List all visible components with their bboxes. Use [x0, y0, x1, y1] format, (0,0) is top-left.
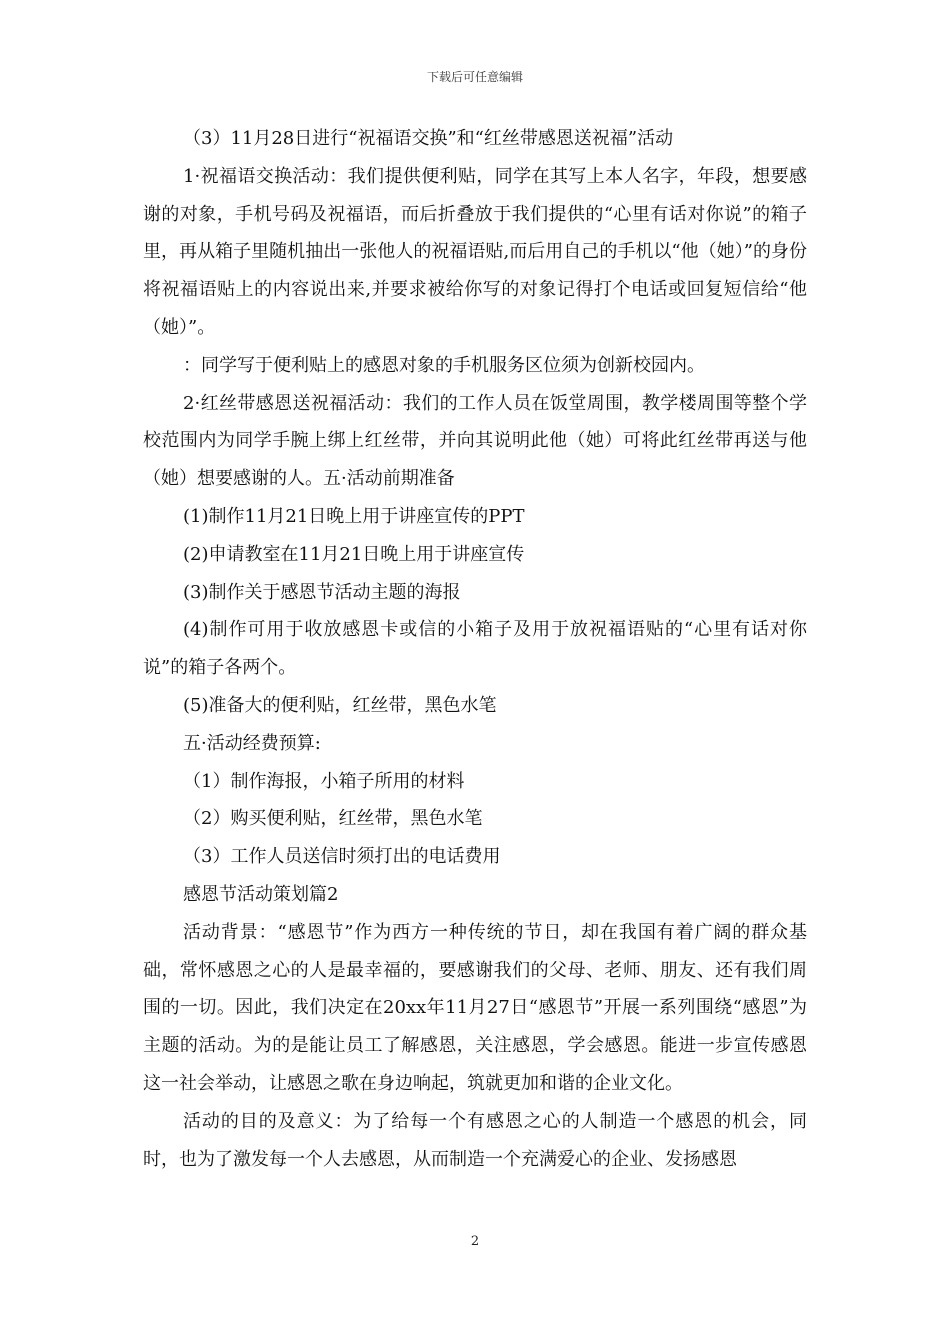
paragraph-red-ribbon: 2·红丝带感恩送祝福活动：我们的工作人员在饭堂周围，教学楼周围等整个学校范围内为同学手腕上绑上红丝带，并向其说明此他（她）可将此红丝带再送与他（她）想要感谢的人。五·活动前期准备: [143, 392, 807, 490]
paragraph-background: 活动背景：“感恩节”作为西方一种传统的节日，却在我国有着广阔的群众基础，常怀感恩之心的人是最幸福的，要感谢我们的父母、老师、朋友、还有我们周围的一切。因此，我们决定在20xx年11月27日“感恩节”开展一系列围绕“感恩”为主题的活动。为的是能让员工了解感恩，关注感恩，学会感恩。能进一步宣传感恩这一社会举动，让感恩之歌在身边响起，筑就更加和谐的企业文化。: [143, 921, 807, 1094]
paragraph-purpose: 活动的目的及意义：为了给每一个有感恩之心的人制造一个感恩的机会，同时，也为了激发每一个人去感恩，从而制造一个充满爱心的企业、发扬感恩: [143, 1110, 807, 1170]
page-number: 2: [470, 1234, 480, 1249]
document-body: [143, 120, 807, 1178]
paragraph-greeting-exchange: 1·祝福语交换活动：我们提供便利贴，同学在其写上本人名字，年段，想要感谢的对象，手机号码及祝福语，而后折叠放于我们提供的“心里有话对你说”的箱子里，再从箱子里随机抽出一张他人的祝福语贴,而后用自己的手机以“他（她）”的身份将祝福语贴上的内容说出来,并要求被给你写的对象记得打个电话或回复短信给“他（她）”。: [143, 165, 807, 338]
paragraph-activity-3: （3）11月28日进行“祝福语交换”和“红丝带感恩送祝福”活动: [183, 128, 674, 149]
prep-item-5: (5)准备大的便利贴，红丝带，黑色水笔: [183, 694, 497, 716]
prep-item-2: (2)申请教室在11月21日晚上用于讲座宣传: [183, 543, 525, 565]
budget-item-2: （2）购买便利贴，红丝带，黑色水笔: [183, 808, 483, 830]
paragraph-note: ：同学写于便利贴上的感恩对象的手机服务区位须为创新校园内。: [183, 354, 705, 376]
budget-item-3: （3）工作人员送信时须打出的电话费用: [183, 846, 501, 868]
prep-item-3: (3)制作关于感恩节活动主题的海报: [183, 581, 461, 603]
section-title: 感恩节活动策划篇2: [183, 883, 339, 905]
prep-item-4: (4)制作可用于收放感恩卡或信的小箱子及用于放祝福语贴的“心里有话对你说”的箱子各两个。: [143, 619, 807, 679]
budget-heading: 五·活动经费预算:: [183, 732, 321, 754]
page-header-note: 下载后可任意编辑: [426, 70, 523, 84]
prep-item-1: (1)制作11月21日晚上用于讲座宣传的PPT: [183, 505, 525, 527]
budget-item-1: （1）制作海报，小箱子所用的材料: [183, 770, 465, 792]
